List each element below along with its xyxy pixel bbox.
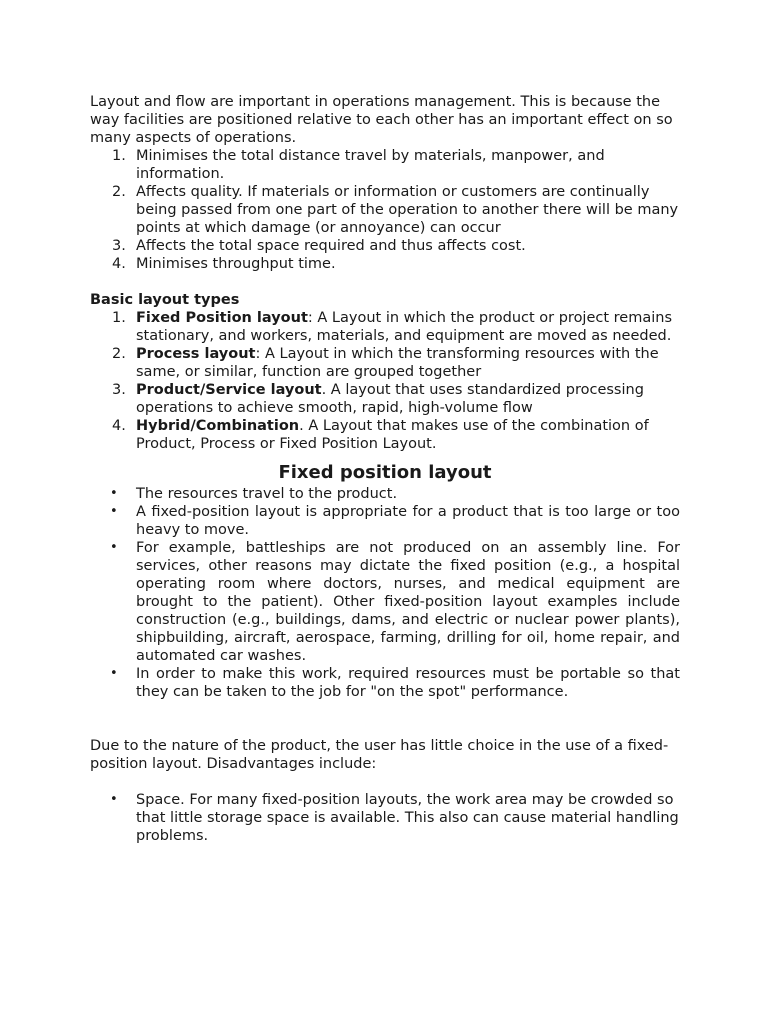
- list-item-text: A fixed-position layout is appropriate for a product that is too large or too heavy to move.: [136, 504, 680, 538]
- list-number: 4.: [112, 256, 126, 272]
- list-number: 3.: [112, 382, 126, 398]
- layout-types-list: [90, 309, 680, 453]
- list-number: 3.: [112, 238, 126, 254]
- bullet-icon: •: [110, 666, 118, 681]
- bullet-icon: •: [110, 486, 118, 501]
- list-item: [90, 417, 680, 453]
- list-item-text: In order to make this work, required resources must be portable so that they can be taken to the job for "on the spot" performance.: [136, 666, 680, 700]
- list-number: 1.: [112, 310, 126, 326]
- list-item: [90, 309, 680, 345]
- list-number: 2.: [112, 346, 126, 362]
- list-item: [90, 237, 680, 255]
- section-title: Fixed position layout: [278, 462, 492, 483]
- layout-description: : A Layout in which the transforming resources with the same, or similar, function are grouped together: [136, 346, 659, 380]
- document-page: [90, 93, 680, 845]
- bullet-icon: •: [110, 540, 118, 555]
- list-number: 2.: [112, 184, 126, 200]
- layout-term: Process layout: [136, 346, 256, 362]
- disadvantages-bullets: [90, 791, 680, 845]
- layout-description: . A layout that uses standardized processing operations to achieve smooth, rapid, high-volume flow: [136, 382, 644, 416]
- layout-term: Fixed Position layout: [136, 310, 308, 326]
- list-item: [90, 485, 680, 503]
- bullet-icon: •: [110, 504, 118, 519]
- importance-list: [90, 147, 680, 273]
- list-item: [90, 345, 680, 381]
- list-item-text: Minimises the total distance travel by materials, manpower, and information.: [136, 148, 605, 182]
- layout-description: : A Layout in which the product or project remains stationary, and workers, materials, and equipment are moved as needed.: [136, 310, 672, 344]
- layout-description: . A Layout that makes use of the combination of Product, Process or Fixed Position Layout.: [136, 418, 649, 452]
- list-item: [90, 503, 680, 539]
- list-item-text: Affects quality. If materials or information or customers are continually being passed from one part of the operation to another there will be many points at which damage (or annoyance) can occur: [136, 184, 679, 236]
- layout-term: Hybrid/Combination: [136, 418, 300, 434]
- list-number: 1.: [112, 148, 126, 164]
- bullet-icon: •: [110, 792, 118, 807]
- list-item: [90, 381, 680, 417]
- section-heading: Basic layout types: [90, 292, 240, 308]
- list-item: [90, 665, 680, 701]
- list-item: [90, 539, 680, 665]
- intro-paragraph: Layout and flow are important in operations management. This is because the way facilities are positioned relative to each other has an important effect on so many aspects of operations.: [90, 94, 673, 146]
- list-item: [90, 183, 680, 237]
- list-item-text: Minimises throughput time.: [136, 256, 336, 272]
- disadvantages-intro: Due to the nature of the product, the user has little choice in the use of a fixed-position layout. Disadvantages include:: [90, 738, 669, 772]
- list-item: [90, 791, 680, 845]
- list-item-text: The resources travel to the product.: [136, 486, 398, 502]
- list-item: [90, 255, 680, 273]
- list-item: [90, 147, 680, 183]
- list-item-text: Space. For many fixed-position layouts, the work area may be crowded so that little storage space is available. This also can cause material handling problems.: [136, 792, 679, 844]
- list-item-text: For example, battleships are not produced on an assembly line. For services, other reasons may dictate the fixed position (e.g., a hospital operating room where doctors, nurses, and medical equipment are brought to the patient). Other fixed-position layout examples include construction (e.g., buildings, dams, and electric or nuclear power plants), shipbuilding, aircraft, aerospace, farming, drilling for oil, home repair, and automated car washes.: [136, 540, 680, 664]
- layout-term: Product/Service layout: [136, 382, 322, 398]
- fixed-position-bullets: [90, 485, 680, 701]
- list-number: 4.: [112, 418, 126, 434]
- list-item-text: Affects the total space required and thus affects cost.: [136, 238, 526, 254]
